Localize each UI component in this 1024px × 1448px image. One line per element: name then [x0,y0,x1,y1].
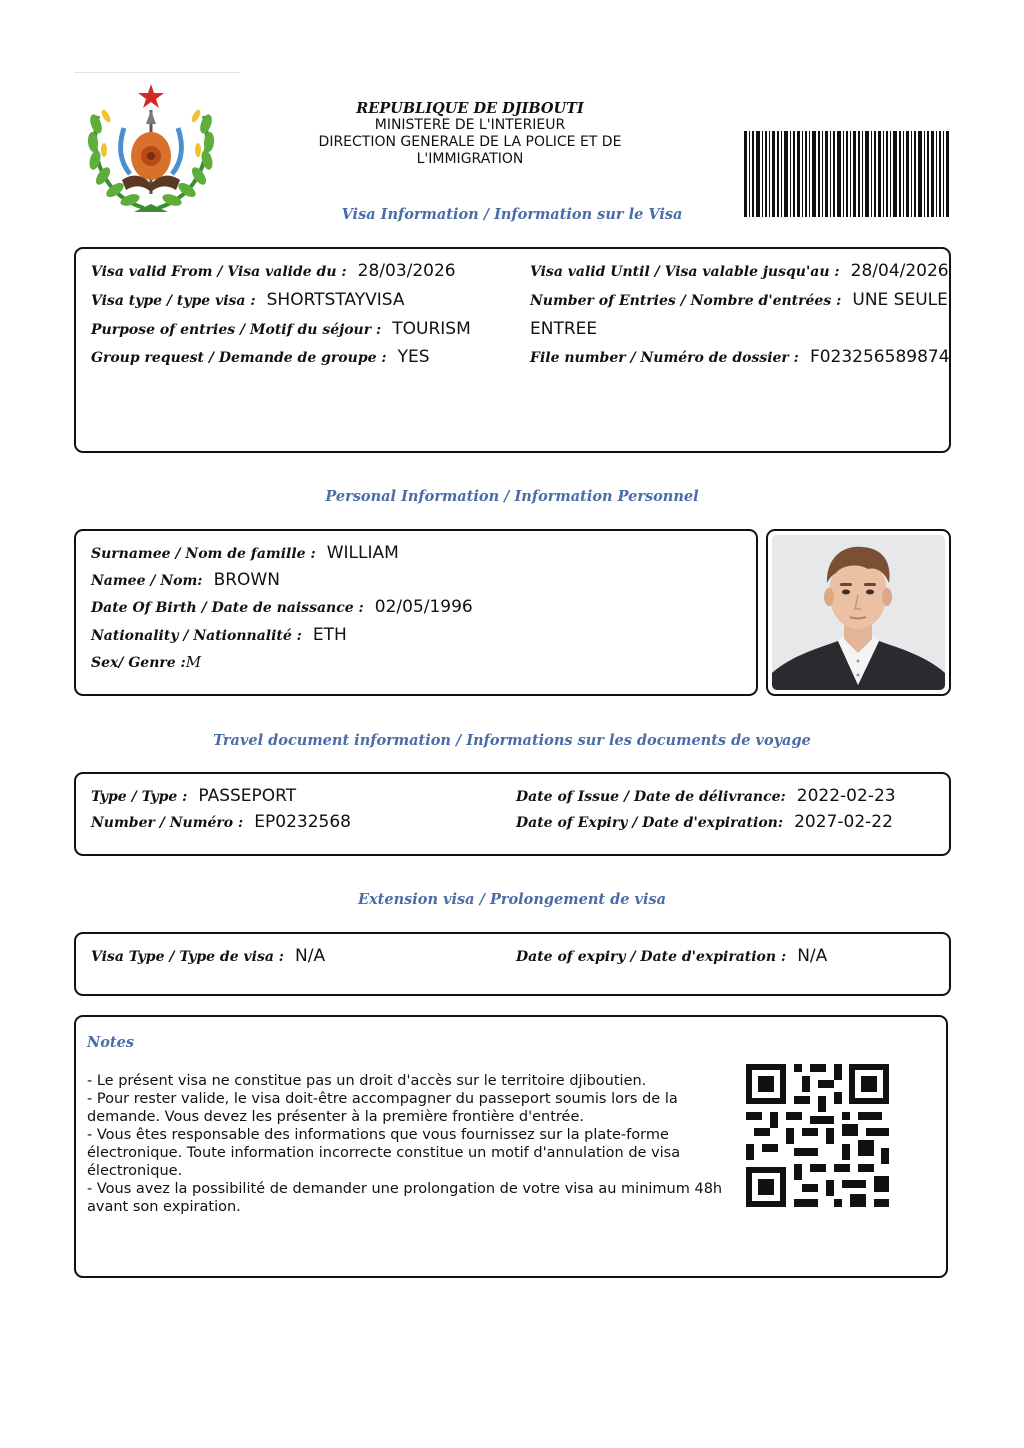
ext-type-row [91,946,325,966]
sex-label: Sex/ Genre : [91,655,186,671]
visa-valid-from-row [91,261,456,281]
ext-expiry-label: Date of expiry / Date d'expiration : [516,949,787,965]
nationality-label: Nationality / Nationnalité : [91,628,302,644]
visa-info-box [74,247,951,453]
dob-label: Date Of Birth / Date de naissance : [91,600,364,616]
visa-valid-until-label: Visa valid Until / Visa valable jusqu'au : [530,264,840,280]
ext-type-label: Visa Type / Type de visa : [91,949,284,965]
travel-doc-title: Travel document information / Informations sur les documents de voyage [213,732,811,749]
nationality-row [91,625,347,645]
photo-frame [766,529,951,696]
visa-file-value: F023256589874 [809,347,950,367]
extension-box [74,932,951,996]
surname-label: Surnamee / Nom de famille : [91,546,316,562]
top-rule [74,72,240,73]
doc-issue-label: Date of Issue / Date de délivrance: [516,789,786,805]
doc-expiry-value: 2027-02-22 [794,812,893,832]
doc-issue-value: 2022-02-23 [796,786,896,806]
notes-line: avant son expiration. [87,1199,241,1215]
visa-valid-from-label: Visa valid From / Visa valide du : [91,264,347,280]
sex-value: M [185,653,202,671]
personal-info-title: Personal Information / Information Personnel [325,488,699,505]
ext-expiry-row [516,946,827,966]
dob-value: 02/05/1996 [374,597,473,617]
visa-valid-from-value: 28/03/2026 [357,261,456,281]
notes-line: électronique. [87,1163,183,1179]
direction-line-1: DIRECTION GENERALE DE LA POLICE ET DE [318,134,622,150]
djibouti-coat-of-arms-icon [84,76,218,222]
ext-type-value: N/A [295,946,326,966]
notes-line: - Le présent visa ne constitue pas un droit d'accès sur le territoire djiboutien. [87,1073,647,1089]
name-value: BROWN [213,570,280,590]
visa-type-label: Visa type / type visa : [91,293,256,309]
surname-row [91,543,399,563]
direction-line-2: L'IMMIGRATION [416,151,524,167]
visa-group-label: Group request / Demande de groupe : [91,350,387,366]
notes-text [87,1072,737,1216]
visa-entries-line2-row [524,319,597,339]
notes-line: demande. Vous devez les présenter à la première frontière d'entrée. [87,1109,584,1125]
name-label: Namee / Nom: [91,573,203,589]
country-name: REPUBLIQUE DE DJIBOUTI [356,100,584,117]
visa-valid-until-row [530,261,949,281]
visa-entries-label: Number of Entries / Nombre d'entrées : [530,293,842,309]
visa-entries-value-line2: ENTREE [530,319,598,339]
nationality-value: ETH [312,625,347,645]
visa-purpose-row [91,319,471,339]
doc-type-value: PASSEPORT [198,786,297,806]
doc-issue-row [516,786,896,806]
doc-expiry-row [516,812,893,832]
visa-file-label: File number / Numéro de dossier : [530,350,799,366]
doc-type-label: Type / Type : [91,789,188,805]
visa-group-value: YES [397,347,430,367]
notes-line: électronique. Toute information incorrecte constitue un motif d'annulation de visa [87,1145,681,1161]
visa-info-title: Visa Information / Information sur le Visa [341,206,683,223]
barcode-icon [744,131,950,217]
sex-row [91,652,201,671]
visa-entries-value-line1: UNE SEULE [852,290,948,310]
visa-purpose-value: TOURISM [392,319,471,339]
visa-type-value: SHORTSTAYVISA [266,290,405,310]
visa-file-row [530,347,950,367]
dob-row [91,597,473,617]
doc-number-row [91,812,351,832]
doc-expiry-label: Date of Expiry / Date d'expiration: [516,815,784,831]
doc-number-label: Number / Numéro : [91,815,244,831]
doc-type-row [91,786,296,806]
portrait-photo-icon [772,535,945,690]
extension-title: Extension visa / Prolongement de visa [357,891,667,908]
visa-valid-until-value: 28/04/2026 [850,261,949,281]
notes-line: - Vous avez la possibilité de demander une prolongation de votre visa au minimum 48h [87,1181,723,1197]
doc-number-value: EP0232568 [254,812,351,832]
notes-title: Notes [87,1034,135,1051]
notes-line: - Vous êtes responsable des informations que vous fournissez sur la plate-forme [87,1127,669,1143]
ministry-name: MINISTERE DE L'INTERIEUR [374,117,566,133]
personal-info-box [74,529,758,696]
name-row [91,570,280,590]
header-block [300,100,640,168]
travel-doc-box [74,772,951,856]
visa-type-row [91,290,404,310]
ext-expiry-value: N/A [797,946,828,966]
notes-box [74,1015,948,1278]
surname-value: WILLIAM [326,543,399,563]
visa-group-row [91,347,430,367]
visa-purpose-label: Purpose of entries / Motif du séjour : [91,322,382,338]
visa-entries-row [530,290,948,310]
qr-code-icon [746,1064,889,1207]
notes-line: - Pour rester valide, le visa doit-être accompagner du passeport soumis lors de la [87,1091,678,1107]
